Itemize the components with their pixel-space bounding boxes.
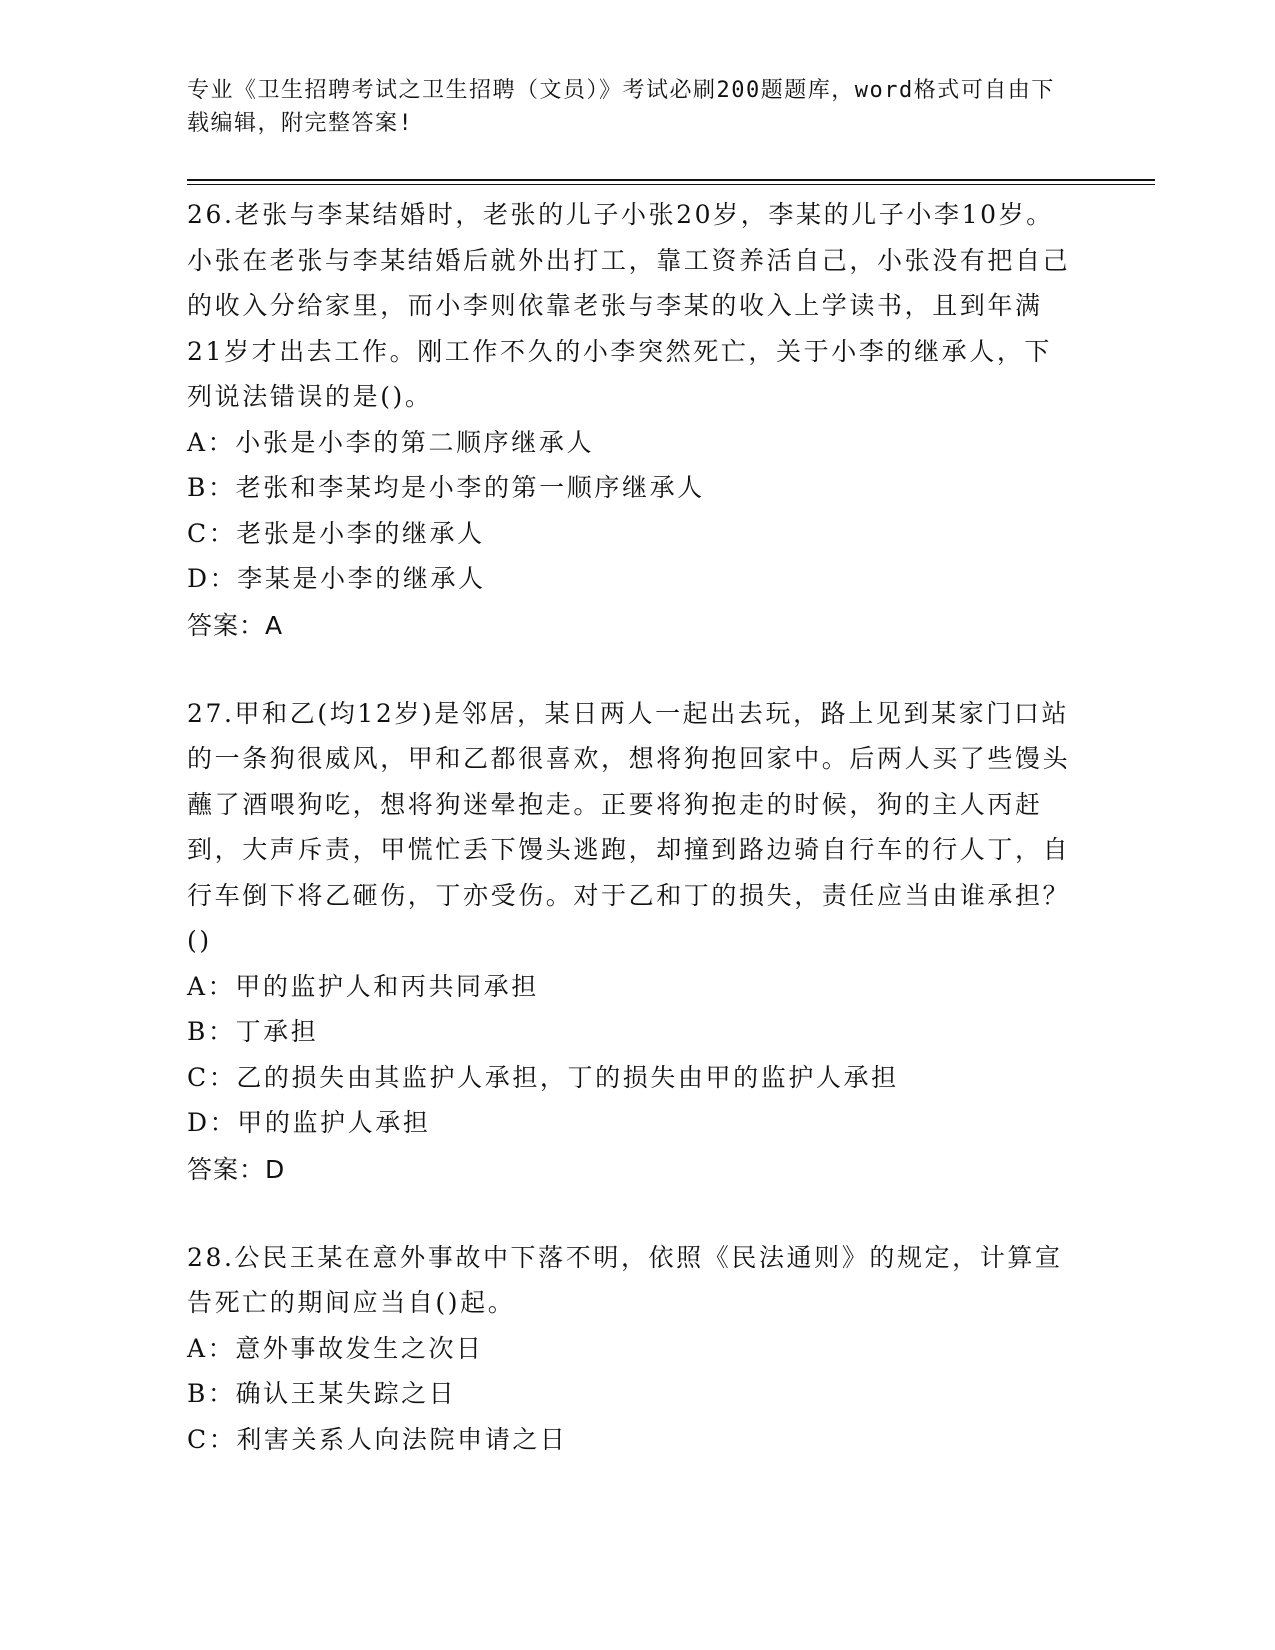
option-c: C：老张是小李的继承人 — [187, 518, 485, 548]
question-stem: 28.公民王某在意外事故中下落不明，依照《民法通则》的规定，计算宣告死亡的期间应当自()起。 — [187, 1242, 1063, 1317]
question-26 — [187, 192, 1077, 649]
option-d: D：李某是小李的继承人 — [187, 564, 486, 593]
answer: 答案：A — [187, 610, 284, 640]
header-divider-thick — [187, 179, 1155, 181]
question-stem: 27.甲和乙(均12岁)是邻居，某日两人一起出去玩，路上见到某家门口站的一条狗很威风，甲和乙都很喜欢，想将狗抱回家中。后两人买了些馒头蘸了酒喂狗吃，想将狗迷晕抱走。正要将狗抱走的时候，狗的主人丙赶到，大声斥责，甲慌忙丢下馒头逃跑，却撞到路边骑自行车的行人丁，自行车倒下将乙砸伤，丁亦受伤。对于乙和丁的损失，责任应当由谁承担？() — [187, 698, 1071, 955]
header-divider-thin — [187, 184, 1155, 185]
option-a: A：小张是小李的第二顺序继承人 — [187, 427, 595, 457]
option-c: C：乙的损失由其监护人承担，丁的损失由甲的监护人承担 — [187, 1062, 899, 1092]
option-c: C：利害关系人向法院申请之日 — [187, 1424, 568, 1454]
question-stem: 26.老张与李某结婚时，老张的儿子小张20岁，李某的儿子小李10岁。小张在老张与李某结婚后就外出打工，靠工资养活自己，小张没有把自己的收入分给家里，而小李则依靠老张与李某的收入上学读书，且到年满21岁才出去工作。刚工作不久的小李突然死亡，关于小李的继承人，下列说法错误的是()。 — [187, 200, 1071, 411]
option-a: A：意外事故发生之次日 — [187, 1333, 484, 1363]
option-b: B：老张和李某均是小李的第一顺序继承人 — [187, 473, 705, 502]
question-28 — [187, 1235, 1077, 1463]
option-b: B：丁承担 — [187, 1017, 319, 1046]
question-27 — [187, 691, 1077, 1193]
document-header: 专业《卫生招聘考试之卫生招聘（文员）》考试必刷200题题库，word格式可自由下载编辑，附完整答案! — [187, 78, 1055, 136]
option-b: B：确认王某失踪之日 — [187, 1379, 457, 1408]
question-list — [187, 192, 1077, 1504]
option-d: D：甲的监护人承担 — [187, 1108, 431, 1137]
answer: 答案：D — [187, 1154, 286, 1184]
option-a: A：甲的监护人和丙共同承担 — [187, 971, 539, 1001]
